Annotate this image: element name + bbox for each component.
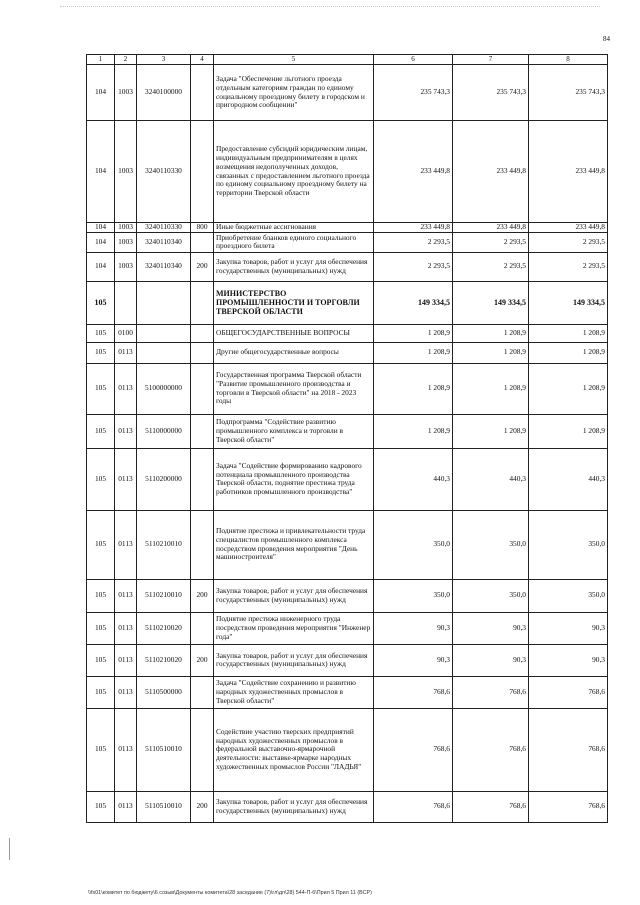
col-name: ОБЩЕГОСУДАРСТВЕННЫЕ ВОПРОСЫ <box>214 324 374 342</box>
table-row <box>87 252 608 281</box>
col-target-article: 5110210010 <box>137 579 191 612</box>
col-amount-2: 768,6 <box>453 791 529 822</box>
col-expense-type <box>191 448 214 510</box>
col-amount-3: 768,6 <box>529 708 608 791</box>
col-name: Подпрограмма "Содействие развитию промышленного комплекса и торговли в Тверской области" <box>214 414 374 448</box>
col-section: 1003 <box>115 65 137 121</box>
col-chapter: 105 <box>87 612 115 644</box>
col-section: 0113 <box>115 708 137 791</box>
col-expense-type <box>191 324 214 342</box>
col-amount-1: 90,3 <box>374 612 453 644</box>
table-row <box>87 232 608 252</box>
col-amount-3: 768,6 <box>529 791 608 822</box>
col-expense-type: 800 <box>191 223 214 233</box>
col-amount-1: 768,6 <box>374 708 453 791</box>
col-amount-1: 768,6 <box>374 676 453 708</box>
col-amount-2: 768,6 <box>453 708 529 791</box>
col-amount-3: 90,3 <box>529 644 608 676</box>
col-amount-3: 235 743,3 <box>529 65 608 121</box>
col-amount-1: 350,0 <box>374 510 453 579</box>
col-expense-type: 200 <box>191 644 214 676</box>
table-row <box>87 612 608 644</box>
col-section: 0113 <box>115 579 137 612</box>
col-target-article: 3240110340 <box>137 252 191 281</box>
col-amount-3: 440,3 <box>529 448 608 510</box>
col-amount-1: 1 208,9 <box>374 342 453 363</box>
col-name: Содействие участию тверских предприятий народных художественных промыслов в федеральной выставочно-ярмарочной деятельности: выставке-ярмарке народных художественных промыслов России "ЛАДЬЯ" <box>214 708 374 791</box>
col-target-article: 3240100000 <box>137 65 191 121</box>
table-row <box>87 324 608 342</box>
col-expense-type <box>191 65 214 121</box>
col-amount-2: 149 334,5 <box>453 281 529 324</box>
col-amount-1: 2 293,5 <box>374 232 453 252</box>
col-amount-1: 90,3 <box>374 644 453 676</box>
col-section: 0113 <box>115 414 137 448</box>
col-chapter: 104 <box>87 65 115 121</box>
col-section: 0113 <box>115 342 137 363</box>
col-amount-2: 1 208,9 <box>453 414 529 448</box>
col-amount-3: 1 208,9 <box>529 324 608 342</box>
header-col-4: 4 <box>191 55 214 65</box>
col-target-article: 3240110330 <box>137 121 191 223</box>
file-path-footer: \\fs01\комитет по бюджету\6 созыв\Документы комитета\28 заседание (7)\гл\дп\28) 544-П-6\Прил 5 Прил 11 (ВСР) <box>88 890 372 896</box>
col-amount-2: 90,3 <box>453 612 529 644</box>
col-chapter: 105 <box>87 448 115 510</box>
header-col-8: 8 <box>529 55 608 65</box>
col-chapter: 105 <box>87 342 115 363</box>
col-amount-3: 350,0 <box>529 510 608 579</box>
col-section: 0113 <box>115 363 137 414</box>
col-chapter: 105 <box>87 414 115 448</box>
col-name: Предоставление субсидий юридическим лицам, индивидуальным предпринимателям в целях возмещения недополученных доходов, связанных с предоставлением льготного проезда по единому социальному проездному билету на территории Тверской области <box>214 121 374 223</box>
col-amount-1: 1 208,9 <box>374 363 453 414</box>
table-row <box>87 342 608 363</box>
col-section: 1003 <box>115 252 137 281</box>
col-chapter: 105 <box>87 363 115 414</box>
col-section: 0113 <box>115 791 137 822</box>
col-section: 0113 <box>115 612 137 644</box>
col-chapter: 105 <box>87 644 115 676</box>
col-expense-type <box>191 612 214 644</box>
col-expense-type <box>191 676 214 708</box>
col-chapter: 105 <box>87 510 115 579</box>
col-expense-type <box>191 510 214 579</box>
col-target-article: 5110200000 <box>137 448 191 510</box>
table-row <box>87 281 608 324</box>
scan-margin-mark <box>9 838 10 860</box>
col-amount-2: 350,0 <box>453 579 529 612</box>
col-expense-type <box>191 232 214 252</box>
col-chapter: 104 <box>87 252 115 281</box>
col-amount-1: 233 449,8 <box>374 223 453 233</box>
table-row <box>87 65 608 121</box>
table-row <box>87 223 608 233</box>
col-target-article: 5110500000 <box>137 676 191 708</box>
header-col-1: 1 <box>87 55 115 65</box>
header-row <box>87 55 608 65</box>
table-row <box>87 448 608 510</box>
scan-artifact-line <box>60 6 600 8</box>
col-amount-3: 768,6 <box>529 676 608 708</box>
col-amount-1: 440,3 <box>374 448 453 510</box>
col-chapter: 104 <box>87 223 115 233</box>
col-amount-2: 1 208,9 <box>453 363 529 414</box>
col-amount-2: 2 293,5 <box>453 252 529 281</box>
col-target-article: 5100000000 <box>137 363 191 414</box>
col-amount-1: 1 208,9 <box>374 324 453 342</box>
col-amount-1: 233 449,8 <box>374 121 453 223</box>
col-name: Поднятие престижа инженерного труда посредством проведения мероприятия "Инженер года" <box>214 612 374 644</box>
col-expense-type <box>191 414 214 448</box>
col-name: Иные бюджетные ассигнования <box>214 223 374 233</box>
table-row <box>87 644 608 676</box>
col-amount-2: 350,0 <box>453 510 529 579</box>
col-expense-type: 200 <box>191 252 214 281</box>
col-section: 0113 <box>115 644 137 676</box>
col-name: Государственная программа Тверской области "Развитие промышленного производства и торговли в Тверской области" на 2018 - 2023 годы <box>214 363 374 414</box>
col-amount-3: 2 293,5 <box>529 232 608 252</box>
col-chapter: 105 <box>87 676 115 708</box>
col-expense-type <box>191 708 214 791</box>
col-name: Приобретение бланков единого социального проездного билета <box>214 232 374 252</box>
col-amount-3: 90,3 <box>529 612 608 644</box>
col-target-article: 5110210020 <box>137 612 191 644</box>
col-chapter: 105 <box>87 324 115 342</box>
col-target-article <box>137 324 191 342</box>
col-section: 1003 <box>115 232 137 252</box>
col-name: Другие общегосударственные вопросы <box>214 342 374 363</box>
col-name: МИНИСТЕРСТВО ПРОМЫШЛЕННОСТИ И ТОРГОВЛИ ТВЕРСКОЙ ОБЛАСТИ <box>214 281 374 324</box>
header-col-3: 3 <box>137 55 191 65</box>
col-section <box>115 281 137 324</box>
page-number: 84 <box>603 35 610 43</box>
col-expense-type: 200 <box>191 579 214 612</box>
col-section: 0113 <box>115 448 137 510</box>
col-chapter: 105 <box>87 708 115 791</box>
col-expense-type <box>191 281 214 324</box>
col-target-article <box>137 281 191 324</box>
col-name: Задача "Содействие сохранению и развитию народных художественных промыслов в Тверской области" <box>214 676 374 708</box>
col-expense-type: 200 <box>191 791 214 822</box>
col-name: Задача "Обеспечение льготного проезда отдельным категориям граждан по единому социальному проездному билету в городском и пригородном сообщении" <box>214 65 374 121</box>
col-amount-3: 149 334,5 <box>529 281 608 324</box>
table-row <box>87 579 608 612</box>
col-amount-1: 149 334,5 <box>374 281 453 324</box>
col-target-article: 5110210010 <box>137 510 191 579</box>
table-row <box>87 414 608 448</box>
table-row <box>87 708 608 791</box>
col-section: 1003 <box>115 223 137 233</box>
col-amount-3: 1 208,9 <box>529 363 608 414</box>
header-col-6: 6 <box>374 55 453 65</box>
col-target-article: 5110000000 <box>137 414 191 448</box>
col-amount-2: 233 449,8 <box>453 223 529 233</box>
col-section: 1003 <box>115 121 137 223</box>
col-name: Задача "Содействие формированию кадрового потенциала промышленного производства Тверской области, поднятие престижа труда работников промышленного производства" <box>214 448 374 510</box>
col-amount-2: 440,3 <box>453 448 529 510</box>
col-target-article <box>137 342 191 363</box>
col-amount-2: 235 743,3 <box>453 65 529 121</box>
col-expense-type <box>191 363 214 414</box>
col-amount-3: 1 208,9 <box>529 342 608 363</box>
col-target-article: 5110210020 <box>137 644 191 676</box>
table-row <box>87 510 608 579</box>
header-col-5: 5 <box>214 55 374 65</box>
col-section: 0100 <box>115 324 137 342</box>
col-chapter: 105 <box>87 791 115 822</box>
col-amount-3: 233 449,8 <box>529 121 608 223</box>
col-chapter: 104 <box>87 232 115 252</box>
col-name: Закупка товаров, работ и услуг для обеспечения государственных (муниципальных) нужд <box>214 579 374 612</box>
col-section: 0113 <box>115 676 137 708</box>
col-name: Закупка товаров, работ и услуг для обеспечения государственных (муниципальных) нужд <box>214 791 374 822</box>
header-col-2: 2 <box>115 55 137 65</box>
col-chapter: 105 <box>87 579 115 612</box>
col-amount-2: 1 208,9 <box>453 342 529 363</box>
col-target-article: 3240110330 <box>137 223 191 233</box>
col-amount-2: 2 293,5 <box>453 232 529 252</box>
col-section: 0113 <box>115 510 137 579</box>
col-name: Закупка товаров, работ и услуг для обеспечения государственных (муниципальных) нужд <box>214 644 374 676</box>
col-amount-2: 1 208,9 <box>453 324 529 342</box>
col-amount-2: 233 449,8 <box>453 121 529 223</box>
col-amount-1: 768,6 <box>374 791 453 822</box>
col-amount-2: 768,6 <box>453 676 529 708</box>
table-row <box>87 791 608 822</box>
col-amount-3: 350,0 <box>529 579 608 612</box>
table-row <box>87 363 608 414</box>
col-amount-1: 2 293,5 <box>374 252 453 281</box>
col-chapter: 104 <box>87 121 115 223</box>
col-target-article: 5110510010 <box>137 708 191 791</box>
col-amount-3: 1 208,9 <box>529 414 608 448</box>
col-target-article: 3240110340 <box>137 232 191 252</box>
col-amount-1: 350,0 <box>374 579 453 612</box>
col-amount-2: 90,3 <box>453 644 529 676</box>
col-chapter: 105 <box>87 281 115 324</box>
table-row <box>87 676 608 708</box>
budget-table <box>86 54 608 823</box>
col-amount-1: 235 743,3 <box>374 65 453 121</box>
table-row <box>87 121 608 223</box>
col-expense-type <box>191 342 214 363</box>
header-col-7: 7 <box>453 55 529 65</box>
col-expense-type <box>191 121 214 223</box>
col-name: Закупка товаров, работ и услуг для обеспечения государственных (муниципальных) нужд <box>214 252 374 281</box>
col-amount-1: 1 208,9 <box>374 414 453 448</box>
col-amount-3: 233 449,8 <box>529 223 608 233</box>
col-amount-3: 2 293,5 <box>529 252 608 281</box>
col-name: Поднятие престижа и привлекательности труда специалистов промышленного комплекса посредством проведения мероприятия "День машиностроителя" <box>214 510 374 579</box>
col-target-article: 5110510010 <box>137 791 191 822</box>
